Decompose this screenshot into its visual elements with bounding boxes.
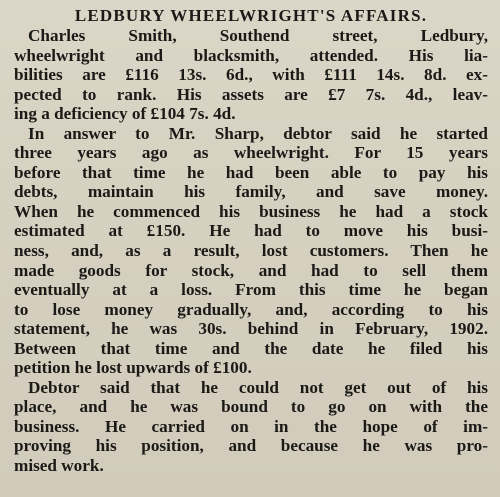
text-line: ness, and, as a result, lost customers. Then he — [14, 241, 488, 261]
text-line: debts, maintain his family, and save money. — [14, 182, 488, 202]
article-paragraph-2 — [14, 124, 488, 378]
text-line: to lose money gradually, and, according to his — [14, 299, 488, 319]
article-paragraph-1 — [14, 26, 488, 124]
text-line: before that time he had been able to pay his — [14, 162, 488, 182]
text-line: business. He carried on in the hope of im- — [14, 416, 488, 436]
text-line: Charles Smith, Southend street, Ledbury, — [28, 26, 488, 45]
text-line: estimated at £150. He had to move his busi- — [14, 221, 488, 241]
text-line: pected to rank. His assets are £7 7s. 4d., leav- — [14, 84, 488, 104]
article-paragraph-3 — [14, 378, 488, 476]
text-line: petition he lost upwards of £100. — [14, 358, 252, 378]
text-line: place, and he was bound to go on with the — [14, 397, 488, 417]
text-line: three years ago as wheelwright. For 15 years — [14, 143, 488, 163]
text-line: In answer to Mr. Sharp, debtor said he started — [28, 123, 488, 143]
text-line: Debtor said that he could not get out of his — [28, 377, 488, 397]
text-line: When he commenced his business he had a stock — [14, 201, 488, 221]
text-line: proving his position, and because he was pro- — [14, 436, 488, 456]
text-line: statement, he was 30s. behind in February, 1902. — [14, 319, 488, 339]
text-line: bilities are £116 13s. 6d., with £111 14s. 8d. ex- — [14, 65, 488, 85]
article-headline: LEDBURY WHEELWRIGHT'S AFFAIRS. — [74, 6, 428, 25]
text-line: wheelwright and blacksmith, attended. His lia- — [14, 45, 488, 65]
text-line: mised work. — [14, 456, 104, 476]
text-line: ing a deficiency of £104 7s. 4d. — [14, 104, 236, 124]
text-line: eventually at a loss. From this time he began — [14, 280, 488, 300]
text-line: made goods for stock, and had to sell them — [14, 260, 488, 280]
text-line: Between that time and the date he filed his — [14, 338, 488, 358]
